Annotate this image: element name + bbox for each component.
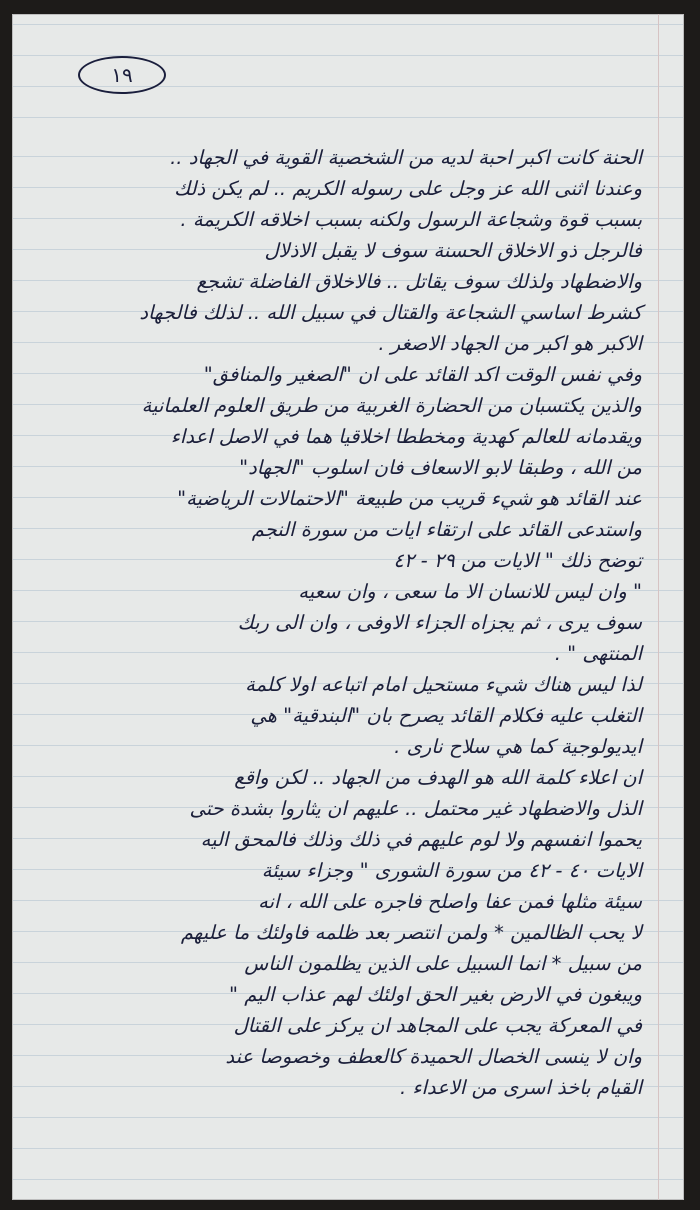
text-line: الحنة كانت اكبر احبة لديه من الشخصية القوية في الجهاد .. [170,146,642,169]
manuscript-page [12,14,684,1200]
text-line: التغلب عليه فكلام القائد يصرح بان "البندقية" هي [250,704,642,727]
margin-rule [658,14,659,1200]
text-line: القيام باخذ اسرى من الاعداء . [399,1076,642,1099]
text-line: الذل والاضطهاد غير محتمل .. عليهم ان يثاروا بشدة حتى [189,797,642,820]
text-line: وعندنا اثنى الله عز وجل على رسوله الكريم .. لم يكن ذلك [174,177,642,200]
text-line: عند القائد هو شيء قريب من طبيعة "الاحتمالات الرياضية" [177,487,642,510]
text-line: وان لا ينسى الخصال الحميدة كالعطف وخصوصا عند [225,1045,642,1068]
text-line: لذا ليس هناك شيء مستحيل امام اتباعه اولا كلمة [245,673,642,696]
text-line: المنتهى " . [554,642,642,665]
text-line: " وان ليس للانسان الا ما سعى ، وان سعيه [298,580,642,603]
text-line: ايديولوجية كما هي سلاح نارى . [394,735,642,758]
text-line: من الله ، وطبقا لابو الاسعاف فان اسلوب "الجهاد" [239,456,642,479]
text-line: ان اعلاء كلمة الله هو الهدف من الجهاد .. لكن واقع [234,766,642,789]
page-number: ١٩ [78,56,166,94]
text-line: فالرجل ذو الاخلاق الحسنة سوف لا يقبل الاذلال [264,239,642,262]
text-line: ويقدمانه للعالم كهدية ومخططا اخلاقيا هما في الاصل اعداء [170,425,642,448]
text-line: وفي نفس الوقت اكد القائد على ان "الصغير والمنافق" [203,363,642,386]
text-line: توضح ذلك " الايات من ٢٩ - ٤٢ [393,549,642,572]
text-line: والاضطهاد ولذلك سوف يقاتل .. فالاخلاق الفاضلة تشجع [196,270,642,293]
text-line: سيئة مثلها فمن عفا واصلح فاجره على الله ، انه [258,890,642,913]
text-line: والذين يكتسبان من الحضارة الغربية من طريق العلوم العلمانية [141,394,642,417]
text-line: يحموا انفسهم ولا لوم عليهم في ذلك وذلك فالمحق اليه [200,828,642,851]
text-line: كشرط اساسي الشجاعة والقتال في سبيل الله .. لذلك فالجهاد [139,301,642,324]
text-line: لا يحب الظالمين * ولمن انتصر بعد ظلمه فاولئك ما عليهم [180,921,642,944]
text-line: سوف يرى ، ثم يجزاه الجزاء الاوفى ، وان الى ربك [237,611,642,634]
text-line: من سبيل * انما السبيل على الذين يظلمون الناس [244,952,642,975]
text-line: في المعركة يجب على المجاهد ان يركز على القتال [233,1014,642,1037]
text-line: الايات ٤٠ - ٤٢ من سورة الشورى " وجزاء سيئة [261,859,642,882]
text-line: واستدعى القائد على ارتقاء ايات من سورة النجم [251,518,642,541]
text-line: بسبب قوة وشجاعة الرسول ولكنه بسبب اخلاقه الكريمة . [180,208,642,231]
text-line: الاكبر هو اكبر من الجهاد الاصغر . [378,332,642,355]
handwritten-text-block [46,142,642,1103]
text-line: ويبغون في الارض بغير الحق اولئك لهم عذاب اليم " [229,983,642,1006]
